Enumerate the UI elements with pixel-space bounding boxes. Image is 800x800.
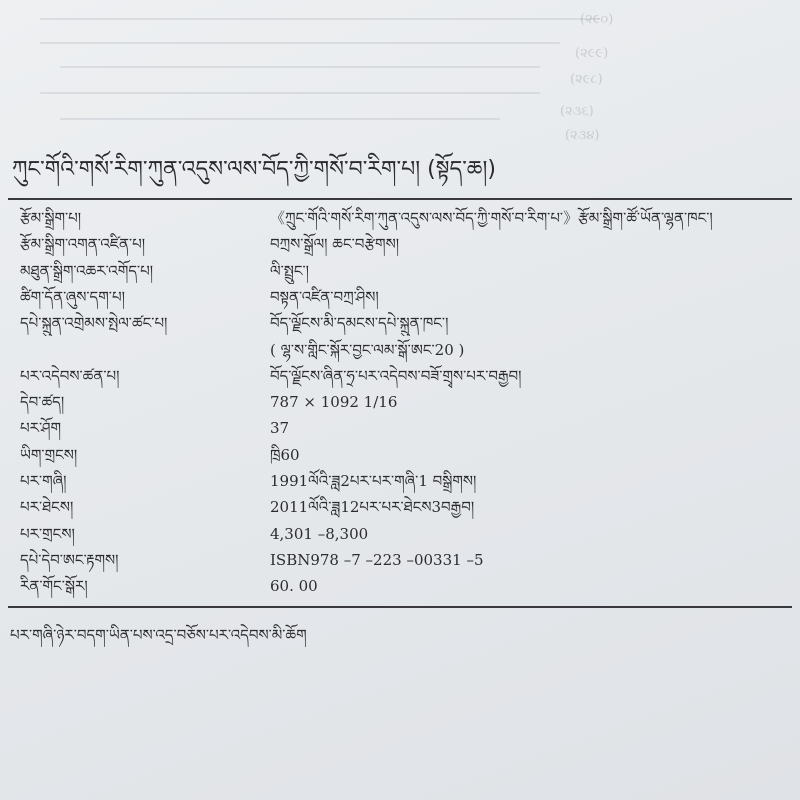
colophon-row	[0, 415, 800, 441]
colophon-label: པར་གྲངས།	[20, 524, 75, 543]
colophon-value: ཁྲི60	[270, 445, 300, 464]
colophon-label: པར་ཐེངས།	[20, 498, 74, 517]
colophon-row	[0, 442, 800, 468]
book-title: ཀུང་གོའི་གསོ་རིག་ཀུན་འདུས་ལས་བོད་ཀྱི་གསོ་བ་རིག་པ། (སྟོད་ཆ།)	[12, 157, 496, 182]
colophon-row	[0, 547, 800, 573]
colophon-value: 2011ལོའི་ཟླ12པར་པར་ཐེངས3བརྒྱབ།	[270, 498, 475, 517]
colophon-row	[0, 310, 800, 336]
copyright-notice: པར་གཞི་ཉེར་བདག་ཡིན་པས་འདྲ་བཅོས་པར་འདེབས་མི་ཆོག	[10, 626, 307, 644]
colophon-value: 4,301 –8,300	[270, 524, 369, 543]
colophon-label: རྩོམ་སྒྲིག་འགན་འཛིན་པ།	[20, 235, 146, 254]
colophon-row	[0, 258, 800, 284]
colophon-value: ISBN978 –7 –223 –00331 –5	[270, 550, 484, 569]
bleed-through-text: (૨૯૦) (૨૯૯) (૨૯૮) (૨૩૬) (૨૩૪)	[0, 0, 800, 150]
colophon-value: བཀྲས་སྒྲོལ། ཆང་བརྩེགས།	[270, 235, 400, 254]
colophon-value: བོད་ལྗོངས་མི་དམངས་དཔེ་སྐྲུན་ཁང་།	[270, 314, 449, 333]
colophon-row	[0, 521, 800, 547]
colophon-value: བསྟན་འཛིན་བཀྲ་ཤིས།	[270, 287, 379, 306]
bottom-rule	[8, 606, 792, 608]
colophon-value: ( ལྷ་ས་གླིང་སྐོར་བྱང་ལམ་སྒོ་ཨང་20 )	[270, 340, 465, 359]
colophon-row	[0, 231, 800, 257]
colophon-label: ཚིག་དོན་ཞུས་དག་པ།	[20, 287, 125, 306]
colophon-value: 《ཀྲུང་གོའི་གསོ་རིག་ཀུན་འདུས་ལས་བོད་ཀྱི་གསོ་བ་རིག་པ་》རྩོམ་སྒྲིག་ཚོ་ཡོན་ལྷན་ཁང་།	[270, 209, 713, 227]
colophon-row	[0, 337, 800, 363]
colophon-value: 60. 00	[270, 577, 318, 596]
title-rule	[8, 198, 792, 200]
colophon-label: རྩོམ་སྒྲིག་པ།	[20, 209, 82, 227]
colophon-label: དཔེ་དེབ་ཨང་རྟགས།	[20, 550, 119, 569]
colophon-label: ཡིག་གྲངས།	[20, 445, 78, 464]
colophon-label: དཔེ་སྐྲུན་འགྲེམས་སྤེལ་ཚང་པ།	[20, 314, 168, 333]
colophon-label: དེབ་ཚད།	[20, 393, 65, 412]
colophon-value: ལི་སྤྲུང་།	[270, 261, 310, 280]
colophon-row	[0, 205, 800, 231]
colophon-value: བོད་ལྗོངས་ཞིན་ཧྲ་པར་འདེབས་བཟོ་གྲྭས་པར་བརྒྱབ།	[270, 366, 522, 385]
colophon-row	[0, 363, 800, 389]
colophon-value: 1991ལོའི་ཟླ2པར་པར་གཞི་1 བསྒྲིགས།	[270, 472, 477, 490]
colophon-value: 37	[270, 419, 290, 438]
colophon-label: པར་གཞི།	[20, 472, 67, 490]
colophon-label: རིན་གོང་སྒོར།	[20, 577, 88, 596]
colophon-row	[0, 468, 800, 494]
colophon-row	[0, 284, 800, 310]
colophon-row	[0, 389, 800, 415]
colophon-row	[0, 573, 800, 599]
colophon-value: 787 × 1092 1/16	[270, 393, 398, 412]
colophon-label: མཐུན་སྒྲིག་འཆར་འགོད་པ།	[20, 261, 154, 280]
colophon-label: པར་འདེབས་ཚན་པ།	[20, 366, 120, 385]
colophon-row	[0, 494, 800, 520]
colophon-label: པར་ཤོག	[20, 419, 62, 438]
